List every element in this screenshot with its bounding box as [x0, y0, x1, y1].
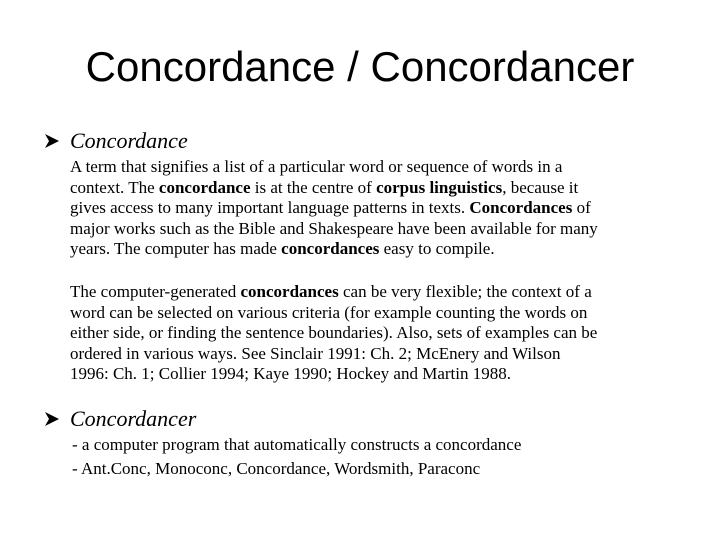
bullet-heading: Concordancer	[70, 406, 197, 431]
text-run: major works such as the Bible and Shakespeare have been available for many	[70, 218, 598, 238]
paragraph-line	[70, 303, 710, 324]
text-run: years. The computer has made	[70, 239, 282, 258]
bullet-concordancer	[44, 405, 196, 433]
text-run: can be very flexible; the context of a	[338, 282, 592, 301]
bold-term: concordances	[281, 239, 380, 258]
text-run: A term that signifies a list of a particular word or sequence of words in a	[70, 157, 563, 176]
concordance-definition-paragraph	[70, 157, 710, 260]
text-run: , because it	[502, 177, 579, 197]
text-run: gives access to many important language patterns in texts.	[70, 198, 470, 217]
arrow-bullet-icon	[44, 411, 60, 427]
bullet-concordance	[44, 127, 188, 155]
paragraph-line	[70, 364, 710, 385]
text-run: easy to compile.	[379, 239, 495, 258]
text-run: 1996: Ch. 1; Collier 1994; Kaye 1990; Hockey and Martin 1988.	[70, 364, 511, 383]
bold-term: concordance	[158, 177, 251, 197]
bold-term: concordances	[240, 282, 339, 301]
paragraph-line	[70, 198, 710, 219]
paragraph-line	[70, 323, 710, 344]
arrow-bullet-icon	[44, 133, 60, 149]
paragraph-line	[70, 282, 710, 303]
paragraph-line	[70, 178, 710, 199]
text-run: ordered in various ways. See Sinclair 1991: Ch. 2; McEnery and Wilson	[70, 343, 561, 363]
bullet-heading: Concordance	[70, 128, 188, 153]
slide-title: Concordance / Concordancer	[85, 43, 635, 90]
concordance-flexibility-paragraph	[70, 282, 710, 385]
concordancer-definition-line: - a computer program that automatically constructs a concordance	[72, 435, 522, 454]
text-run: is at the centre of	[250, 177, 377, 197]
text-run: of	[572, 198, 591, 217]
bold-term: corpus linguistics	[376, 177, 503, 197]
paragraph-line	[70, 157, 710, 178]
paragraph-line	[70, 239, 710, 260]
concordancer-tools-line: - Ant.Conc, Monoconc, Concordance, Wordsmith, Paraconc	[72, 459, 481, 478]
paragraph-line	[70, 344, 710, 365]
paragraph-line	[70, 219, 710, 240]
text-run: word can be selected on various criteria (for example counting the words on	[70, 302, 588, 322]
text-run: context. The	[70, 177, 159, 197]
text-run: The computer-generated	[70, 282, 241, 301]
bold-term: Concordances	[469, 198, 573, 217]
text-run: either side, or finding the sentence boundaries). Also, sets of examples can be	[70, 323, 598, 342]
